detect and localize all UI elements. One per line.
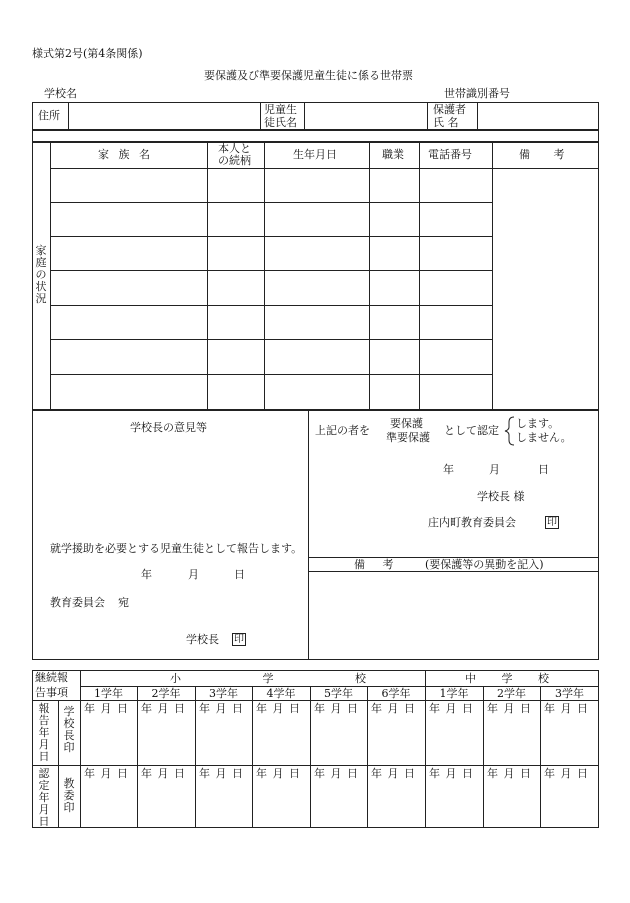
student-name-label-2: 徒氏名 — [264, 116, 297, 129]
approval-date-cell[interactable]: 年 月 日 — [256, 767, 300, 780]
grade-header: 3学年 — [209, 687, 238, 700]
board-seal-label: 教委印 — [63, 777, 75, 814]
approval-date-label: 認定年月日 — [38, 767, 50, 828]
certification-option-protected: 要保護 — [390, 417, 423, 430]
remarks-field[interactable] — [310, 573, 597, 658]
cert-issuer: 庄内町教育委員会 — [428, 516, 516, 529]
principal-label: 学校長 — [186, 633, 219, 646]
grade-header: 2学年 — [497, 687, 526, 700]
report-year: 年 — [141, 568, 152, 581]
cert-month: 月 — [489, 463, 500, 476]
cert-seal — [545, 516, 559, 529]
report-month: 月 — [188, 568, 199, 581]
approval-date-cell[interactable]: 年 月 日 — [84, 767, 128, 780]
approval-date-cell[interactable]: 年 月 日 — [487, 767, 531, 780]
board-of-education-label: 教育委員会 — [50, 596, 105, 609]
cert-year: 年 — [443, 463, 454, 476]
grade-header: 1学年 — [439, 687, 469, 700]
elementary-school-header: 小 学 校 — [170, 672, 366, 685]
col-phone: 電話番号 — [428, 148, 472, 161]
student-name-label-1: 児童生 — [264, 103, 297, 116]
certification-result-yes: します。 — [516, 417, 560, 430]
approval-date-cell[interactable]: 年 月 日 — [429, 767, 473, 780]
grade-header: 2学年 — [151, 687, 181, 700]
grade-header: 4学年 — [266, 687, 296, 700]
report-date-cell[interactable]: 年 月 日 — [199, 702, 243, 715]
principal-opinion-title: 学校長の意見等 — [130, 421, 207, 434]
approval-date-cell[interactable]: 年 月 日 — [141, 767, 185, 780]
remarks-note: (要保護等の異動を記入) — [425, 558, 544, 571]
col-birth-date: 生年月日 — [293, 148, 337, 161]
col-family-name: 家 族 名 — [98, 148, 153, 161]
household-id-label: 世帯識別番号 — [444, 87, 510, 100]
report-date-cell[interactable]: 年 月 日 — [256, 702, 300, 715]
grade-header: 5学年 — [324, 687, 353, 700]
cert-addressee: 学校長 様 — [477, 490, 525, 503]
family-status-side-label: 家庭の状況 — [35, 244, 47, 305]
cert-day: 日 — [538, 463, 549, 476]
report-date-cell[interactable]: 年 月 日 — [141, 702, 185, 715]
continuous-label-2: 告事項 — [35, 686, 68, 699]
principal-report-statement: 就学援助を必要とする児童生徒として報告します。 — [50, 542, 303, 555]
col-relation-2: の続柄 — [218, 154, 251, 167]
approval-date-cell[interactable]: 年 月 日 — [371, 767, 415, 780]
col-relation-1: 本人と — [218, 142, 251, 155]
guardian-name-label-2: 氏 名 — [433, 116, 459, 129]
certification-result-no: しません。 — [516, 431, 572, 444]
approval-date-cell[interactable]: 年 月 日 — [314, 767, 358, 780]
certification-prefix: 上記の者を — [315, 424, 370, 437]
report-date-cell[interactable]: 年 月 日 — [314, 702, 358, 715]
certification-option-semi-protected: 準要保護 — [386, 431, 430, 444]
grade-header: 3学年 — [555, 687, 584, 700]
addressee-label: 宛 — [118, 596, 129, 609]
remarks-label: 備 考 — [354, 558, 394, 571]
approval-date-cell[interactable]: 年 月 日 — [544, 767, 588, 780]
seal-stamp: 印 — [234, 634, 244, 645]
col-remarks: 備 考 — [519, 148, 565, 161]
form-title: 要保護及び準要保護児童生徒に係る世帯票 — [204, 69, 413, 82]
report-date-cell[interactable]: 年 月 日 — [487, 702, 531, 715]
report-date-label: 報告年月日 — [38, 702, 50, 763]
school-name-label: 学校名 — [44, 87, 77, 100]
report-date-cell[interactable]: 年 月 日 — [429, 702, 473, 715]
report-day: 日 — [234, 568, 245, 581]
principal-seal-label: 学校長印 — [63, 705, 75, 754]
certification-middle: として認定 — [444, 424, 499, 437]
junior-high-header: 中 学 校 — [465, 672, 549, 685]
col-occupation: 職業 — [382, 148, 404, 161]
report-date-cell[interactable]: 年 月 日 — [84, 702, 128, 715]
guardian-name-label-1: 保護者 — [433, 103, 466, 116]
seal-stamp: 印 — [547, 517, 557, 528]
report-date-cell[interactable]: 年 月 日 — [371, 702, 415, 715]
approval-date-cell[interactable]: 年 月 日 — [199, 767, 243, 780]
report-date-cell[interactable]: 年 月 日 — [544, 702, 588, 715]
grade-header: 1学年 — [94, 687, 123, 700]
grade-header: 6学年 — [381, 687, 411, 700]
address-label: 住所 — [38, 109, 60, 122]
form-number: 様式第2号(第4条関係) — [32, 47, 143, 60]
continuous-label-1: 継続報 — [35, 671, 68, 684]
